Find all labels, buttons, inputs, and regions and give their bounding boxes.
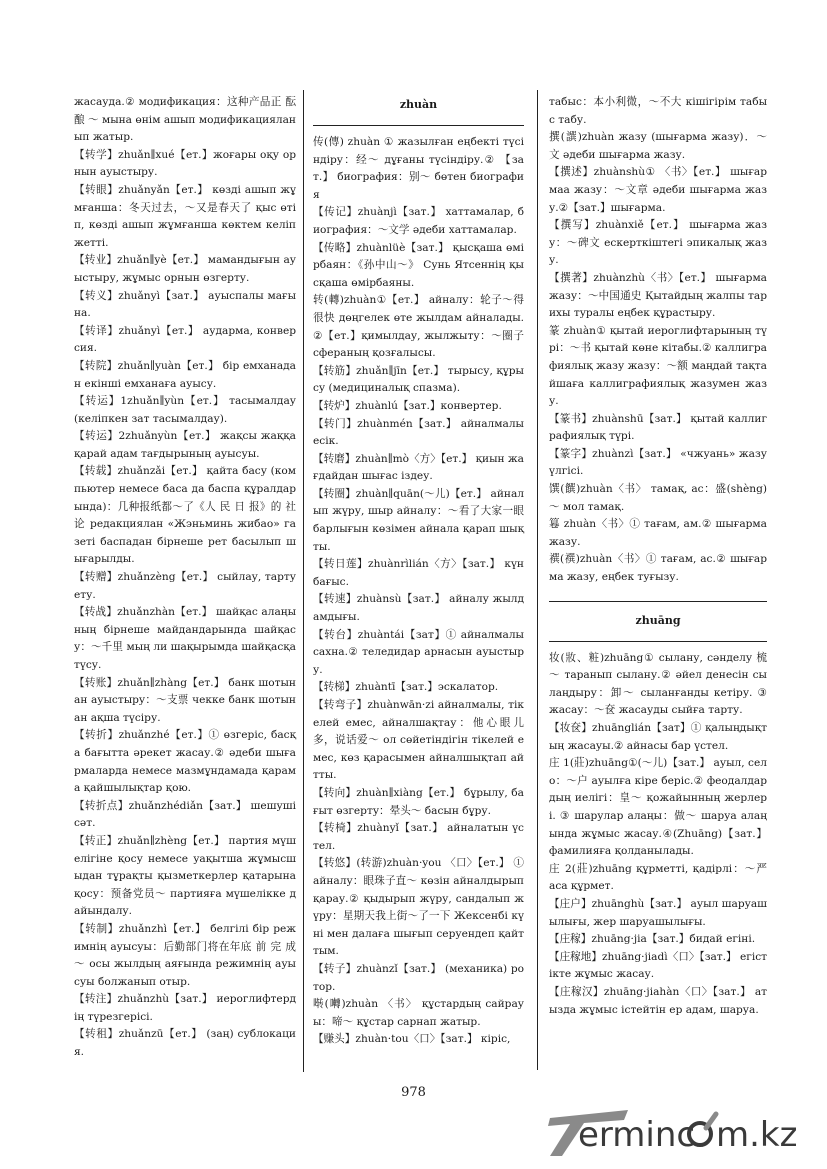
dictionary-entry: 【转台】zhuàntái【зат】① айналмалы сахна.② теледидар арнасын ауыстыру. [313,628,524,676]
dictionary-entry: 【转椅】zhuànyǐ【зат.】 айналатын үстел. [313,822,524,852]
dictionary-entry: 【转注】zhuǎnzhù【зат.】 иероглифтердің түрезгерісі. [74,993,296,1023]
heading-rule [549,641,767,642]
dictionary-entry: 【篆字】zhuànzì【зат.】 «чжуань» жазу үлгісі. [549,447,767,478]
dictionary-entry: 【转眼】zhuǎnyǎn【ет.】 көзді ашып жұмғанша：冬天过去，～又是春天了 қыс өтіп, көзді ашып жұмғанша көктем келіп жетті. [74,183,296,249]
logo-mark-icon [540,1100,820,1160]
svg-text:erminc: erminc [578,1115,696,1155]
dictionary-entry: 【转正】zhuǎn∥zhèng【ет.】 партия мүшелігіне қосу немесе уақытша жұмысшыдан тұрақты қызметкерлер қатарына қосу：预备党员～ партияға мүшелікке дайындалу. [74,834,296,918]
dictionary-entry: 襈(襈)zhuàn〈书〉① тағам, ас.② шығарма жазу, еңбек туғызу. [549,553,767,584]
section-heading-zhuang: zhuāng [635,613,681,627]
column-right-entries-bottom [549,650,767,1019]
dictionary-entry: 【庄稼地】zhuāng·jiadì〈口〉【зат.】 егістікте жұмыс жасау. [549,950,768,981]
column-middle-entries [313,134,524,1049]
dictionary-entry: 【转运】2zhuǎnyùn【ет.】 жақсы жаққа қарай адам тағдырының ауысуы. [74,430,296,460]
dictionary-entry: 【转磨】zhuàn∥mò〈方〉【ет.】 қиын жағдайдан шығас іздеу. [313,452,524,483]
dictionary-entry: 【妆奁】zhuānglián【зат】① қалыңдықтың жасауы.② айнасы бар үстел. [549,722,767,752]
dictionary-entry: 庄 1(莊)zhuāng①(～儿)【зат.】 ауыл, село：～户 ауылға кіре беріс.② феодалдардың иелігі：皇～ қожайынның жерлері. ③ шарулар алаңы：做～ шаруа алаңында жұмыс жасау.④(Zhuāng)【зат.】 фамилияға қолданылады. [549,757,767,858]
dictionary-entry: 【赚头】zhuàn·tou〈口〉【зат.】 кіріс, [313,1033,511,1046]
column-middle [313,94,524,1049]
dictionary-entry: 【转圈】zhuàn∥quān(～儿)【ет.】 айналып жүру, шыр айналу：～看了大家一眼 барлығын көзімен айнала қарап шықты. [313,487,524,553]
dictionary-entry: 【转炉】zhuànlú【зат.】конвертер. [313,399,502,412]
dictionary-entry: 【转子】zhuànzǐ【зат.】 (механика) ротор. [313,962,524,993]
dictionary-entry: 【转账】zhuǎn∥zhàng【ет.】 банк шотынан ауыстыру：～支票 чекке банк шотынан ақша түсіру. [74,676,296,724]
dictionary-entry: 【撰著】zhuànzhù〈书〉【ет.】 шығарма жазу：～中国通史 Қытайдың жалпы тарихы туралы еңбек құрастыру. [549,271,767,320]
dictionary-entry: 【转速】zhuànsù【зат.】 айналу жылдамдығы. [313,593,524,624]
column-right [549,94,767,1019]
dictionary-entry: 【庄稼】zhuāng·jia【зат.】бидай егіні. [549,933,756,946]
dictionary-entry: 【转门】zhuànmén【зат.】 айналмалы есік. [313,417,524,448]
dictionary-entry: 【转梯】zhuàntī【зат.】эскалатор. [313,681,499,694]
dictionary-entry: 【转日莲】zhuànrìlián〈方〉【зат.】 күнбағыс. [313,558,524,588]
dictionary-entry: 撰(譔)zhuàn жазу (шығарма жазу)．～文 әдеби шығарма жазу. [549,131,767,161]
dictionary-entry: табыс：本小利微，～不大 кішігірім табыс табу. [549,96,767,126]
dictionary-entry: 妆(妝、粧)zhuāng① сылану, сәнделу 梳～ таранып сылану.② әйел денесін сылаңдыру：卸～ сыланғанды кетіру. ③ жасау：～奁 жасауды сыйға тарту. [549,651,767,717]
page-number: 978 [401,1085,426,1100]
dictionary-entry: 【转悠】(转游)zhuàn·you 〈口〉【ет.】 ① айналу：眼珠子直～ көзін айналдырып қарау.② қыдырып жүру, сандалып жүру：星期天我上街～了一下 Жексенбі күні мен далаға шығып серуендеп қайттым. [313,857,524,958]
dictionary-entry: 【转译】zhuǎnyì【ет.】 аударма, конверсия. [74,324,296,355]
dictionary-entry: 【转制】zhuǎnzhì【ет.】 белгілі бір режимнің ауысуы：后勤部门将在年底 前 完 成 ～ осы жылдың аяғында режимнің ауысуы болжанып отыр. [74,922,296,988]
dictionary-entry: 篹 zhuàn〈书〉① тағам, ам.② шығарма жазу. [549,518,767,548]
section-heading-zhuan: zhuàn [399,98,438,111]
dictionary-entry: 篆 zhuàn① қытай иероглифтарының түрі：～书 қытай көне кітабы.② каллиграфиялық жазу жазу：～额 маңдай тақтайшаға каллиграфиялық жазумен жазу. [549,324,767,408]
dictionary-entry: 【转学】zhuǎn∥xué【ет.】жоғары оқу орнын ауыстыру. [74,148,296,179]
dictionary-entry: 传(傳) zhuàn ① жазылған еңбекті түсіндіру：经～ дұғаны түсіндіру.② 【зат.】 биография：别～ бөтен биография [313,136,524,201]
column-divider-right [537,90,538,1070]
heading-rule [313,125,524,126]
column-divider-left [303,90,304,1072]
dictionary-entry: 【撰述】zhuànshù① 〈书〉【ет.】 шығармаа жазу：～文章 әдеби шығарма жазу.②【зат.】шығарма. [549,166,767,214]
dictionary-entry: 【转折】zhuǎnzhé【ет.】① өзгеріс, басқа бағытта әрекет жасау.② әдеби шығармаларда немесе мазмұндамада қарама қайшылықтар қою. [74,729,296,795]
dictionary-entry: 【转义】zhuǎnyì【зат.】 ауыспалы мағына. [74,289,296,320]
dictionary-entry: 【转向】zhuàn∥xiàng【ет.】 бұрылу, бағыт өзгерту：晕头～ басын бұру. [313,786,524,817]
dictionary-entry: 【转战】zhuǎnzhàn【ет.】 шайқас алаңының бірнеше майдандарында шайқасу：～千里 мың ли шақырымда шайқасқа түсу. [74,606,296,671]
termincom-logo [540,1100,820,1160]
svg-text:m.kz: m.kz [716,1115,798,1155]
dictionary-entry: 【转业】zhuǎn∥yè【ет.】 мамандығын ауыстыру, жұмыс орнын өзгерту. [74,254,296,284]
dictionary-entry: жасаудa.② модификация：这种产品正 酝 酿 ～ мына өнім ашып модификацияланып жатыр. [74,96,296,144]
dictionary-entry: 【篆书】zhuànshū【зат.】 қытай каллиграфиялық түрі. [549,412,767,443]
dictionary-entry: 【转折点】zhuǎnzhédiǎn【зат.】 шешуші сәт. [74,799,296,830]
dictionary-entry: 【转租】zhuǎnzū【ет.】 (заң) сублокация. [74,1028,296,1059]
dictionary-entry: 转(轉)zhuàn①【ет.】 айналу：轮子～得很快 дөңгелек өте жылдам айналады.②【ет.】қимылдау, жылжыту：～圈子 сфераның қозғалысы. [313,294,524,360]
dictionary-entry: 【转载】zhuǎnzǎi【ет.】 қайта басу (компьютер немесе баса да баспа құралдарында)：几种报纸都～了《人 民 日 报》的 社 论 редакциялан «Жэньминь жибао» газеті баспадан бірнеше рет басылып шығарылды. [74,465,296,566]
dictionary-entry: 【转弯子】zhuànwān·zi айналмалы, тікелей емес, айналшақтау：他心眼儿多，说话爱～ ол сөйетіндігін тікелей емес, көз қарасымен айналшықтап айтты. [313,699,524,782]
dictionary-entry: 【转院】zhuǎn∥yuàn【ет.】 бір емханадан екінші емханаға ауысу. [74,359,296,390]
column-right-entries-top [549,94,767,587]
dictionary-entry: 【传记】zhuànjì【зат.】 хаттамалар, биография：～文学 әдеби хаттамалар. [313,206,524,236]
dictionary-entry: 【转赠】zhuǎnzèng【ет.】 сыйлау, тарту ету. [74,571,296,601]
section-rule [549,601,767,602]
dictionary-entry: 庄 2(莊)zhuāng құрметті, қадірлі：～严 аса құрмет. [549,862,767,893]
dictionary-entry: 馔(饌)zhuàn〈书〉 тамақ, ас：盛(shèng)～ мол тамақ. [549,483,767,513]
dictionary-entry: 【庄稼汉】zhuāng·jiahàn〈口〉【зат.】 атызда жұмыс істейтін ер адам, шаруа. [549,985,767,1016]
dictionary-entry: 【传略】zhuànlüè【зат.】 қысқаша өмірбаян：《孙中山～》 Сунь Ятсеннің қысқаша өмірбаяны. [313,241,524,289]
dictionary-entry: 【转筋】zhuǎn∥jīn【ет.】 тырысу, құрысу (медициналық спазма). [313,364,524,395]
dictionary-entry: 【庄户】zhuānghù【зат.】 ауыл шаруашылығы, жер шаруашылығы. [549,897,767,928]
dictionary-entry: 【撰写】zhuànxiě【ет.】 шығарма жазу：～碑文 ескерткіштегі эпикалық жазу. [549,219,767,267]
dictionary-entry: 啭(囀)zhuàn 〈书〉 құстардың сайрауы：啼～ құстар сарнап жатыр. [313,998,524,1028]
dictionary-entry: 【转运】1zhuǎn∥yùn【ет.】 тасымалдау (келіпкен зат тасымалдау). [74,395,296,425]
column-left [74,94,296,1062]
